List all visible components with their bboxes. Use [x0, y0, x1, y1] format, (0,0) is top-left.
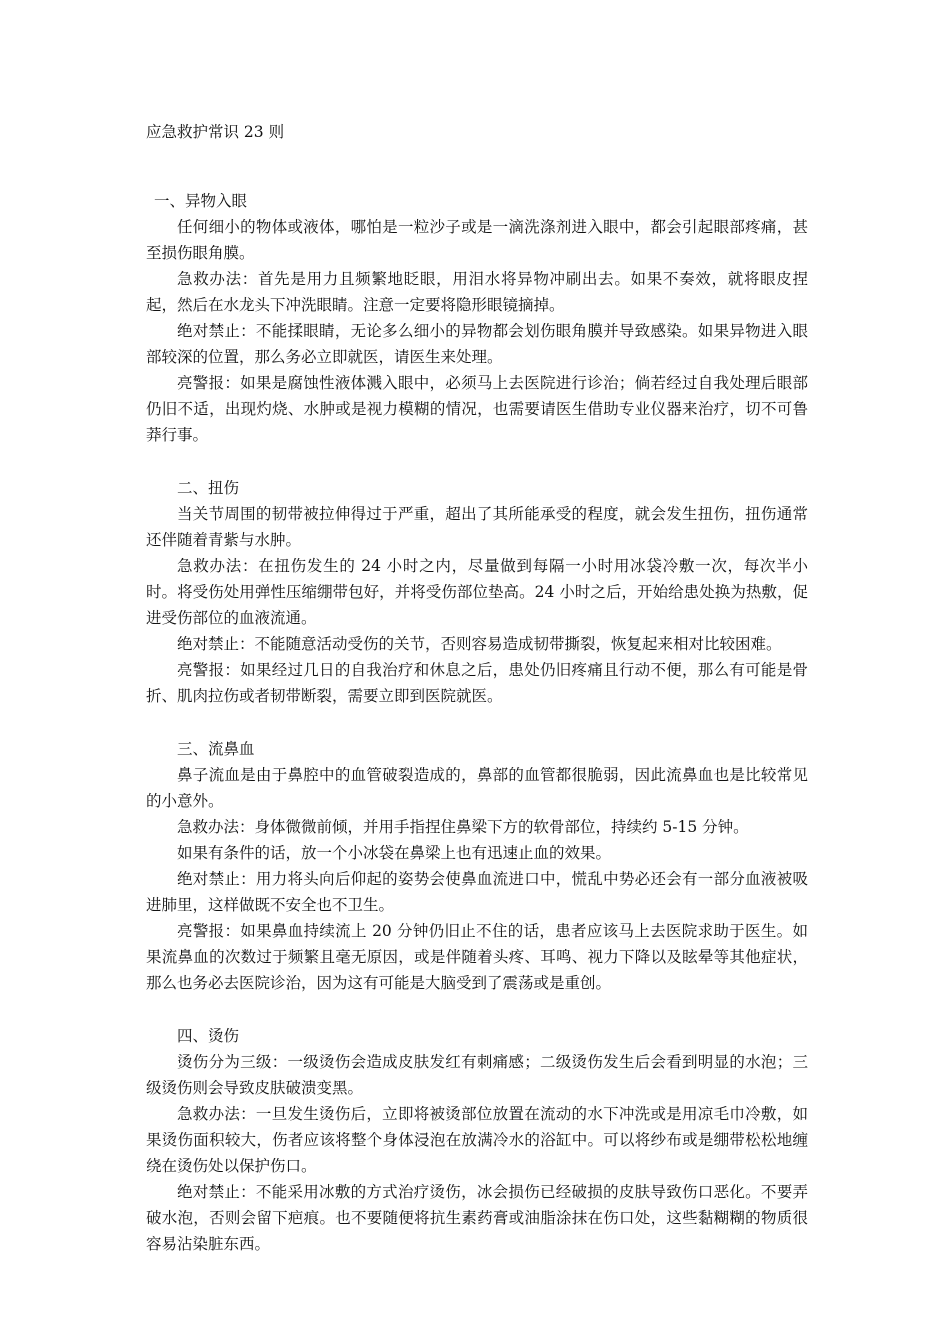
paragraph: 烫伤分为三级：一级烫伤会造成皮肤发红有刺痛感；二级烫伤发生后会看到明显的水泡；三级烫伤则会导致皮肤破溃变黑。: [146, 1053, 808, 1097]
paragraph: 当关节周围的韧带被拉伸得过于严重，超出了其所能承受的程度，就会发生扭伤，扭伤通常还伴随着青紫与水肿。: [146, 505, 808, 549]
paragraph: 绝对禁止：用力将头向后仰起的姿势会使鼻血流进口中，慌乱中势必还会有一部分血液被吸进肺里，这样做既不安全也不卫生。: [146, 870, 808, 914]
section-heading: 二、扭伤: [177, 479, 240, 497]
section-heading: 四、烫伤: [177, 1027, 240, 1045]
paragraph: 绝对禁止：不能随意活动受伤的关节，否则容易造成韧带撕裂，恢复起来相对比较困难。: [177, 635, 782, 653]
paragraph: 绝对禁止：不能揉眼睛，无论多么细小的异物都会划伤眼角膜并导致感染。如果异物进入眼部较深的位置，那么务必立即就医，请医生来处理。: [146, 322, 808, 366]
paragraph: 绝对禁止：不能采用冰敷的方式治疗烫伤，冰会损伤已经破损的皮肤导致伤口恶化。不要弄破水泡，否则会留下疤痕。也不要随便将抗生素药膏或油脂涂抹在伤口处，这些黏糊糊的物质很容易沾染脏东西。: [146, 1183, 808, 1253]
paragraph: 急救办法：在扭伤发生的 24 小时之内，尽量做到每隔一小时用冰袋冷敷一次，每次半小时。将受伤处用弹性压缩绷带包好，并将受伤部位垫高。24 小时之后，开始给患处换为热敷，促进受伤部位的血液流通。: [146, 557, 808, 627]
section-heading: 三、流鼻血: [177, 740, 255, 758]
paragraph: 急救办法：首先是用力且频繁地眨眼，用泪水将异物冲刷出去。如果不奏效，就将眼皮捏起，然后在水龙头下冲洗眼睛。注意一定要将隐形眼镜摘掉。: [146, 270, 808, 314]
section-sprain: [146, 475, 808, 709]
section-heading: 一、异物入眼: [154, 192, 248, 210]
section-foreign-object-in-eye: [146, 188, 808, 448]
document-title: 应急救护常识 23 则: [146, 123, 285, 141]
paragraph: 亮警报：如果经过几日的自我治疗和休息之后，患处仍旧疼痛且行动不便，那么有可能是骨折、肌肉拉伤或者韧带断裂，需要立即到医院就医。: [146, 661, 808, 705]
paragraph: 急救办法：一旦发生烫伤后，立即将被烫部位放置在流动的水下冲洗或是用凉毛巾冷敷，如果烫伤面积较大，伤者应该将整个身体浸泡在放满冷水的浴缸中。可以将纱布或是绷带松松地缠绕在烫伤处以保护伤口。: [146, 1105, 808, 1175]
paragraph: 亮警报：如果是腐蚀性液体溅入眼中，必须马上去医院进行诊治；倘若经过自我处理后眼部仍旧不适，出现灼烧、水肿或是视力模糊的情况，也需要请医生借助专业仪器来治疗，切不可鲁莽行事。: [146, 374, 808, 444]
paragraph: 任何细小的物体或液体，哪怕是一粒沙子或是一滴洗涤剂进入眼中，都会引起眼部疼痛，甚至损伤眼角膜。: [146, 218, 808, 262]
section-burn: [146, 1023, 808, 1257]
paragraph: 如果有条件的话，放一个小冰袋在鼻梁上也有迅速止血的效果。: [177, 844, 612, 862]
paragraph: 急救办法：身体微微前倾，并用手指捏住鼻梁下方的软骨部位，持续约 5-15 分钟。: [177, 818, 749, 836]
paragraph: 亮警报：如果鼻血持续流上 20 分钟仍旧止不住的话，患者应该马上去医院求助于医生。如果流鼻血的次数过于频繁且毫无原因，或是伴随着头疼、耳鸣、视力下降以及眩晕等其他症状，那么也务必去医院诊治，因为这有可能是大脑受到了震荡或是重创。: [146, 922, 808, 992]
section-nosebleed: [146, 736, 808, 996]
document-body: [146, 188, 808, 1284]
paragraph: 鼻子流血是由于鼻腔中的血管破裂造成的，鼻部的血管都很脆弱，因此流鼻血也是比较常见的小意外。: [146, 766, 808, 810]
